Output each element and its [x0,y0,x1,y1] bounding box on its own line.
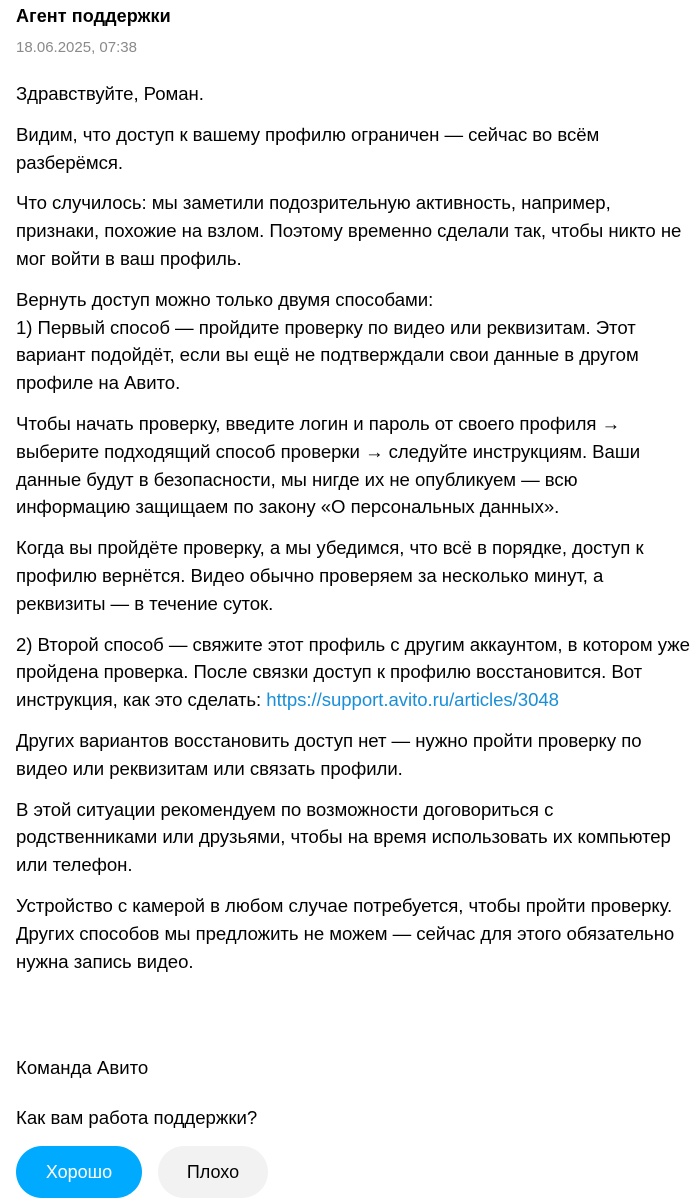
message-body [16,80,696,975]
paragraph-intro: Видим, что доступ к вашему профилю ограничен — сейчас во всём разберёмся. [16,123,600,173]
paragraph-options [16,286,696,397]
option-two-text: 2) Второй способ — свяжите этот профиль с другим аккаунтом, в котором уже пройдена проверка. После связки доступ к профилю восстановится. Вот инструкция, как это сделать: [16,633,690,711]
paragraph-after-verification: Когда вы пройдёте проверку, а мы убедимся, что всё в порядке, доступ к профилю вернётся. Видео обычно проверяем за несколько минут, а реквизиты — в течение суток. [16,537,644,614]
signature: Команда Авито [16,1057,149,1078]
paragraph-recommendation: В этой ситуации рекомендуем по возможности договориться с родственниками или друзьями, чтобы на время использовать их компьютер или телефон. [16,798,671,876]
option-one: 1) Первый способ — пройдите проверку по видео или реквизитам. Этот вариант подойдёт, если вы ещё не подтверждали свои данные в другом профиле на Авито. [16,316,639,394]
feedback-question: Как вам работа поддержки? [16,1107,258,1128]
paragraph-what-happened: Что случилось: мы заметили подозрительную активность, например, признаки, похожие на взлом. Поэтому временно сделали так, чтобы никто не мог войти в ваш профиль. [16,192,682,269]
greeting: Здравствуйте, Роман. [16,83,204,104]
instruction-link[interactable]: https://support.avito.ru/articles/3048 [266,689,559,711]
feedback-bad-button[interactable]: Плохо [158,1146,268,1198]
paragraph-verification-steps: Чтобы начать проверку, введите логин и пароль от своего профиля → выберите подходящий способ проверки → следуйте инструкциям. Ваши данные будут в безопасности, мы нигде их не опубликуем — всю информацию защищаем по закону «О персональных данных». [16,412,641,518]
message-timestamp: 18.06.2025, 07:38 [16,39,137,56]
options-intro: Вернуть доступ можно только двумя способами: [16,288,434,310]
sender-name: Агент поддержки [16,6,171,26]
feedback-good-button[interactable]: Хорошо [16,1146,142,1198]
paragraph-no-other-options: Других вариантов восстановить доступ нет — нужно пройти проверку по видео или реквизитам или связать профили. [16,729,642,779]
paragraph-camera-required: Устройство с камерой в любом случае потребуется, чтобы пройти проверку. Других способов мы предложить не можем — сейчас для этого обязательно нужна запись видео. [16,894,675,972]
support-message [16,0,696,988]
paragraph-option-two [16,631,696,714]
